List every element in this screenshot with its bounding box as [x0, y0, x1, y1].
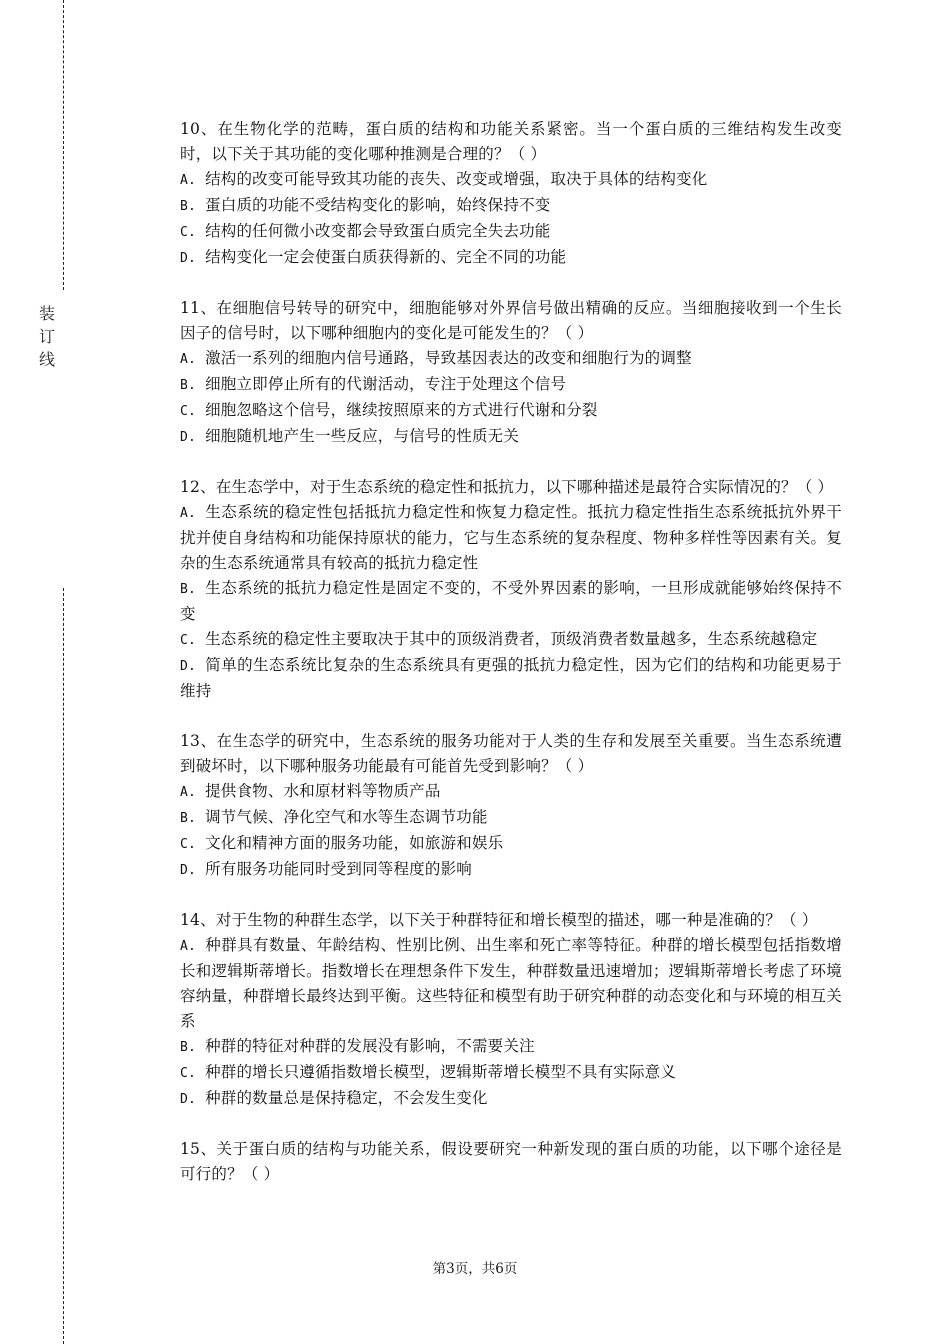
- option-letter: D.: [180, 659, 197, 674]
- option-letter: B.: [180, 1040, 197, 1055]
- option-b: [180, 576, 842, 627]
- option-text: 生态系统的稳定性主要取决于其中的顶级消费者，顶级消费者数量越多，生态系统越稳定: [205, 630, 818, 648]
- option-a: [180, 779, 842, 805]
- option-letter: D.: [180, 1092, 197, 1107]
- option-letter: D.: [180, 430, 197, 445]
- option-text: 生态系统的抵抗力稳定性是固定不变的，不受外界因素的影响，一旦形成就能够始终保持不变: [180, 579, 842, 623]
- option-d: [180, 424, 842, 450]
- page-number: 第3页，共6页: [432, 1261, 518, 1277]
- option-text: 细胞立即停止所有的代谢活动，专注于处理这个信号: [205, 375, 567, 393]
- option-letter: D.: [180, 251, 197, 266]
- option-letter: C.: [180, 837, 197, 852]
- option-b: [180, 1034, 842, 1060]
- option-letter: B.: [180, 582, 197, 597]
- option-letter: A.: [180, 173, 197, 188]
- option-d: [180, 245, 842, 271]
- option-letter: C.: [180, 404, 197, 419]
- option-text: 结构变化一定会使蛋白质获得新的、完全不同的功能: [205, 248, 567, 266]
- option-letter: A.: [180, 785, 197, 800]
- option-b: [180, 372, 842, 398]
- option-text: 文化和精神方面的服务功能，如旅游和娱乐: [205, 834, 504, 852]
- option-letter: A.: [180, 939, 197, 954]
- binding-char: 装: [38, 304, 55, 323]
- question-stem: 13、在生态学的研究中，生态系统的服务功能对于人类的生存和发展至关重要。当生态系统遭到破坏时，以下哪种服务功能最有可能首先受到影响？（ ）: [180, 732, 842, 775]
- option-text: 种群的数量总是保持稳定，不会发生变化: [205, 1089, 488, 1107]
- option-c: [180, 398, 842, 424]
- question-stem: 12、在生态学中，对于生态系统的稳定性和抵抗力，以下哪种描述是最符合实际情况的？（ ）: [180, 478, 834, 496]
- question-stem: 15、关于蛋白质的结构与功能关系，假设要研究一种新发现的蛋白质的功能，以下哪个途径是可行的？（ ）: [180, 1140, 842, 1183]
- option-text: 蛋白质的功能不受结构变化的影响，始终保持不变: [205, 196, 551, 214]
- question-stem: 11、在细胞信号转导的研究中，细胞能够对外界信号做出精确的反应。当细胞接收到一个生长因子的信号时，以下哪种细胞内的变化是可能发生的？（ ）: [180, 299, 842, 342]
- option-c: [180, 831, 842, 857]
- question-12: [180, 475, 842, 704]
- option-c: [180, 1060, 842, 1086]
- binding-dashed-line-top: [63, 0, 64, 290]
- option-letter: B.: [180, 199, 197, 214]
- option-text: 种群具有数量、年龄结构、性别比例、出生率和死亡率等特征。种群的增长模型包括指数增长和逻辑斯蒂增长。指数增长在理想条件下发生，种群数量迅速增加；逻辑斯蒂增长考虑了环境容纳量，种群增长最终达到平衡。这些特征和模型有助于研究种群的动态变化和与环境的相互关系: [180, 936, 842, 1030]
- option-text: 种群的增长只遵循指数增长模型，逻辑斯蒂增长模型不具有实际意义: [205, 1063, 677, 1081]
- question-15: [180, 1137, 842, 1187]
- option-b: [180, 805, 842, 831]
- option-d: [180, 857, 842, 883]
- exam-content: [180, 117, 842, 1212]
- option-text: 结构的改变可能导致其功能的丧失、改变或增强，取决于具体的结构变化: [205, 170, 708, 188]
- option-text: 调节气候、净化空气和水等生态调节功能: [205, 808, 488, 826]
- option-a: [180, 500, 842, 576]
- question-13: [180, 729, 842, 883]
- option-a: [180, 933, 842, 1034]
- option-text: 生态系统的稳定性包括抵抗力稳定性和恢复力稳定性。抵抗力稳定性指生态系统抵抗外界干扰并使自身结构和功能保持原状的能力，它与生态系统的复杂程度、物种多样性等因素有关。复杂的生态系统通常具有较高的抵抗力稳定性: [180, 503, 842, 572]
- question-10: [180, 117, 842, 271]
- option-a: [180, 346, 842, 372]
- option-a: [180, 167, 842, 193]
- option-letter: C.: [180, 225, 197, 240]
- binding-dashed-line-bottom: [63, 588, 64, 1344]
- option-text: 激活一系列的细胞内信号通路，导致基因表达的改变和细胞行为的调整: [205, 349, 692, 367]
- question-11: [180, 296, 842, 450]
- option-c: [180, 627, 842, 653]
- question-stem: 10、在生物化学的范畴，蛋白质的结构和功能关系紧密。当一个蛋白质的三维结构发生改变时，以下关于其功能的变化哪种推测是合理的？（ ）: [180, 120, 842, 163]
- option-d: [180, 653, 842, 704]
- option-text: 细胞随机地产生一些反应，与信号的性质无关: [205, 427, 520, 445]
- option-letter: A.: [180, 352, 197, 367]
- option-letter: B.: [180, 378, 197, 393]
- option-text: 结构的任何微小改变都会导致蛋白质完全失去功能: [205, 222, 551, 240]
- option-letter: C.: [180, 1066, 197, 1081]
- option-text: 细胞忽略这个信号，继续按照原来的方式进行代谢和分裂: [205, 401, 598, 419]
- option-c: [180, 219, 842, 245]
- option-d: [180, 1086, 842, 1112]
- binding-char: 线: [38, 350, 55, 369]
- binding-label: [37, 302, 57, 371]
- option-letter: C.: [180, 633, 197, 648]
- binding-char: 订: [38, 327, 55, 346]
- option-text: 种群的特征对种群的发展没有影响，不需要关注: [205, 1037, 535, 1055]
- option-text: 简单的生态系统比复杂的生态系统具有更强的抵抗力稳定性，因为它们的结构和功能更易于维持: [180, 656, 842, 700]
- question-14: [180, 908, 842, 1112]
- option-text: 提供食物、水和原材料等物质产品: [205, 782, 441, 800]
- option-b: [180, 193, 842, 219]
- option-text: 所有服务功能同时受到同等程度的影响: [205, 860, 472, 878]
- option-letter: B.: [180, 811, 197, 826]
- option-letter: A.: [180, 506, 197, 521]
- question-stem: 14、对于生物的种群生态学，以下关于种群特征和增长模型的描述，哪一种是准确的？（ ）: [180, 911, 818, 929]
- option-letter: D.: [180, 863, 197, 878]
